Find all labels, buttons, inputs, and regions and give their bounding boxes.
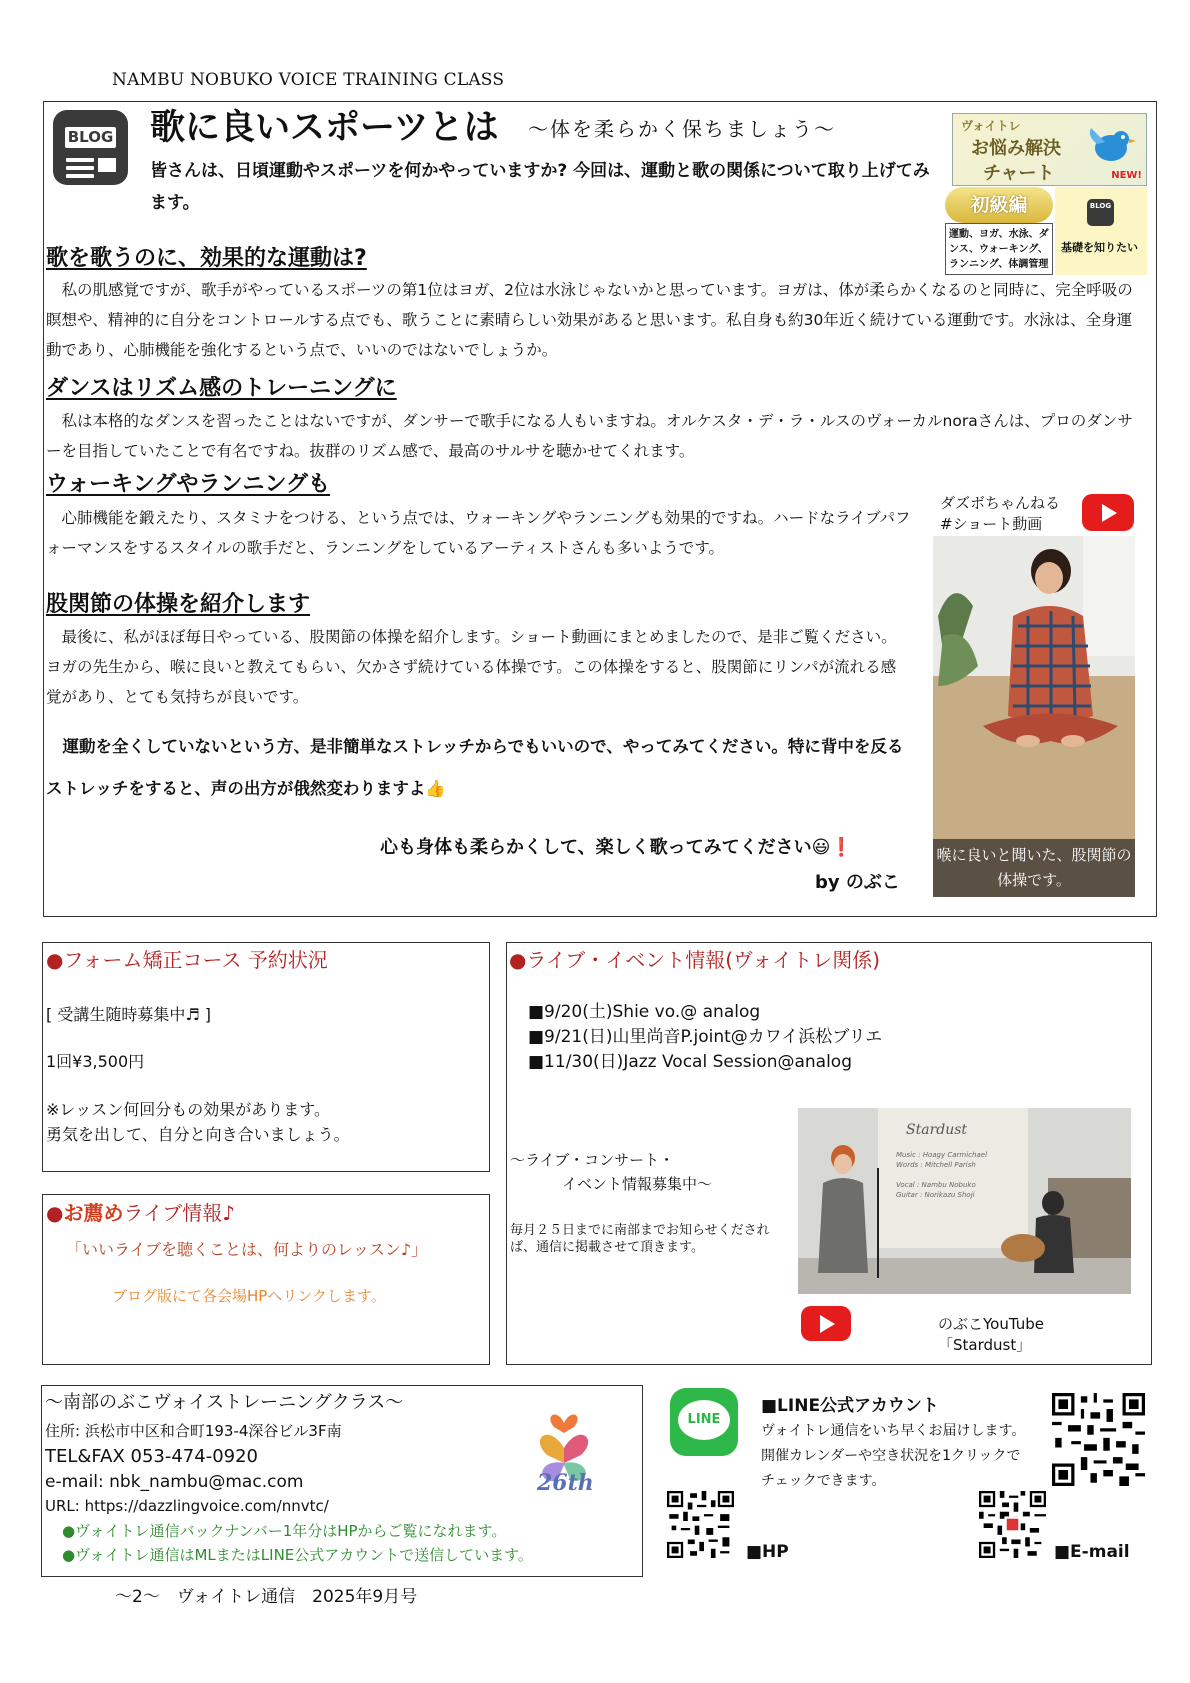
youtube-channel-name: のぶこYouTube bbox=[938, 1315, 1044, 1333]
youtube-stardust-button[interactable] bbox=[801, 1306, 851, 1341]
blog-icon bbox=[53, 110, 128, 185]
basics-banner[interactable] bbox=[1055, 187, 1147, 275]
website-url[interactable]: URL: https://dazzlingvoice.com/nnvtc/ bbox=[45, 1497, 329, 1515]
email-label: ■E-mail bbox=[1054, 1542, 1130, 1562]
stardust-video-thumbnail[interactable] bbox=[798, 1108, 1131, 1294]
event-item-1: ■9/20(土)Shie vo.@ analog bbox=[528, 1002, 761, 1022]
event-item-3: ■11/30(日)Jazz Vocal Session@analog bbox=[528, 1052, 852, 1072]
credit-words: Words : Mitchell Parish bbox=[896, 1161, 976, 1169]
chart-banner-line3: チャート bbox=[983, 163, 1055, 184]
stardust-title: Stardust bbox=[906, 1122, 968, 1138]
beginner-badge: 初級編 bbox=[945, 187, 1053, 223]
delivery-note: ●ヴォイトレ通信はMLまたはLINE公式アカウントで送信しています。 bbox=[62, 1546, 533, 1564]
line-logo-icon[interactable] bbox=[670, 1388, 738, 1456]
recommended-live-title bbox=[46, 1197, 235, 1226]
event-item-2: ■9/21(日)山里尚音P.joint@カワイ浜松ブリエ bbox=[528, 1027, 883, 1047]
hp-qr-code[interactable] bbox=[667, 1491, 734, 1558]
lesson-encouragement: 勇気を出して、自分と向き合いましょう。 bbox=[46, 1125, 350, 1144]
section-heading-2: ダンスはリズム感のトレーニングに bbox=[46, 376, 397, 401]
credit-guitar: Guitar : Norikazu Shoji bbox=[896, 1191, 975, 1199]
blog-link-note[interactable]: ブログ版にて各会場HPへリンクします。 bbox=[112, 1287, 386, 1305]
trouble-chart-banner[interactable] bbox=[952, 113, 1147, 186]
stretch-photo-illustration bbox=[933, 536, 1135, 839]
section-heading-1: 歌を歌うのに、効果的な運動は? bbox=[46, 246, 367, 271]
new-badge: NEW! bbox=[1111, 170, 1142, 181]
youtube-stardust-label[interactable] bbox=[938, 1314, 1044, 1356]
line-account-description: ヴォイトレ通信をいち早くお届けします。開催カレンダーや空き状況を1クリックでチェックできます。 bbox=[761, 1423, 1026, 1489]
school-name: 〜南部のぶこヴォイストレーニングクラス〜 bbox=[45, 1392, 404, 1413]
line-logo-text: LINE bbox=[678, 1400, 730, 1440]
hp-label: ■HP bbox=[746, 1542, 789, 1562]
chart-banner-line1: ヴォイトレ bbox=[961, 119, 1021, 133]
article-subtitle: 〜体を柔らかく保ちましょう〜 bbox=[528, 117, 836, 141]
lesson-price: 1回¥3,500円 bbox=[46, 1052, 145, 1071]
title-bullet: ● bbox=[46, 1201, 64, 1225]
topic-tags: 運動、ヨガ、水泳、ダンス、ウォーキング、ランニング、体調管理 bbox=[945, 223, 1053, 275]
credit-music: Music : Hoagy Carmichael bbox=[896, 1151, 988, 1159]
article-intro: 皆さんは、日頃運動やスポーツを何かやっていますか? 今回は、運動と歌の関係について取り上げてみます。 bbox=[150, 161, 930, 213]
stardust-credits bbox=[896, 1150, 987, 1200]
section-heading-4: 股関節の体操を紹介します bbox=[46, 592, 311, 617]
page-footer: 〜2〜 ヴォイトレ通信 2025年9月号 bbox=[115, 1587, 418, 1607]
signature: by のぶこ bbox=[815, 872, 900, 893]
youtube-shorts-button[interactable] bbox=[1082, 494, 1134, 531]
blog-icon-label: BLOG bbox=[65, 127, 116, 148]
address: 住所: 浜松市中区和合町193-4深谷ビル3F南 bbox=[45, 1422, 342, 1440]
stretch-video-thumbnail[interactable] bbox=[933, 536, 1135, 839]
line-qr-code[interactable] bbox=[1052, 1393, 1145, 1486]
section-heading-3: ウォーキングやランニングも bbox=[46, 472, 331, 497]
form-course-title: ●フォーム矯正コース 予約状況 bbox=[46, 948, 328, 972]
credit-vocal: Vocal : Nambu Nobuko bbox=[896, 1181, 976, 1189]
video-caption: 喉に良いと聞いた、股関節の体操です。 bbox=[933, 839, 1135, 897]
backnumber-note: ●ヴォイトレ通信バックナンバー1年分はHPからご覧になれます。 bbox=[62, 1522, 507, 1540]
anniversary-label: 26th bbox=[537, 1470, 594, 1496]
section-body-2: 私は本格的なダンスを習ったことはないですが、ダンサーで歌手になる人もいますね。オルケスタ・デ・ラ・ルスのヴォーカルnoraさんは、プロのダンサーを目指していたことで有名ですね。抜群のリズム感で、最高のサルサを聴かせてくれます。 bbox=[46, 412, 1133, 460]
stretch-recommendation: 運動を全くしていないという方、是非簡単なストレッチからでもいいので、やってみてください。特に背中を反るストレッチをすると、声の出方が俄然変わりますよ👍 bbox=[46, 737, 904, 798]
youtube-video-title: 「Stardust」 bbox=[938, 1336, 1032, 1354]
tel-fax: TEL&FAX 053-474-0920 bbox=[45, 1446, 259, 1467]
email-qr-code[interactable] bbox=[979, 1491, 1046, 1558]
closing-message: 心も身体も柔らかくして、楽しく歌ってみてください😃❗ bbox=[380, 837, 853, 858]
recruit-line-2: イベント情報募集中〜 bbox=[562, 1175, 713, 1193]
title-live-info: ライブ情報♪ bbox=[123, 1201, 236, 1225]
line-account-title: ■LINE公式アカウント bbox=[761, 1396, 939, 1416]
bird-icon bbox=[1083, 122, 1138, 167]
title-recommend: お薦め bbox=[63, 1201, 124, 1225]
channel-label bbox=[940, 493, 1060, 535]
basics-label: 基礎を知りたい bbox=[1061, 241, 1138, 254]
section-body-1: 私の肌感覚ですが、歌手がやっているスポーツの第1位はヨガ、2位は水泳じゃないかと思っています。ヨガは、体が柔らかくなるのと同時に、完全呼吸の瞑想や、精神的に自分をコントロールする点でも、歌うことに素晴らしい効果があると思います。私自身も約30年近く続けている運動です。水泳は、全身運動であり、心肺機能を強化するという点で、いいのではないでしょうか。 bbox=[46, 281, 1133, 359]
article-title: 歌に良いスポーツとは bbox=[150, 108, 499, 148]
recommended-quote: 「いいライブを聴くことは、何よりのレッスン♪」 bbox=[66, 1240, 428, 1259]
blog-small-icon: BLOG bbox=[1087, 199, 1114, 226]
lesson-effect: ※レッスン何回分もの効果があります。 bbox=[46, 1100, 330, 1119]
section-body-4: 最後に、私がほぼ毎日やっている、股関節の体操を紹介します。ショート動画にまとめましたので、是非ご覧ください。ヨガの先生から、喉に良いと教えてもらい、欠かさず続けている体操です。この体操をすると、股関節にリンパが流れる感覚があり、とても気持ちが良いです。 bbox=[46, 628, 897, 706]
section-body-3: 心肺機能を鍛えたり、スタミナをつける、という点では、ウォーキングやランニングも効果的ですね。ハードなライブパフォーマンスをするスタイルの歌手だと、ランニングをしているアーティストさんも多いようです。 bbox=[46, 509, 911, 557]
shorts-label: #ショート動画 bbox=[940, 515, 1043, 533]
class-name-header: NAMBU NOBUKO VOICE TRAINING CLASS bbox=[112, 70, 505, 90]
chart-banner-line2: お悩み解決 bbox=[971, 138, 1061, 159]
live-events-title: ●ライブ・イベント情報(ヴォイトレ関係) bbox=[509, 948, 881, 972]
anniversary-logo bbox=[519, 1403, 609, 1503]
recruiting-note: [ 受講生随時募集中♬ ] bbox=[46, 1005, 212, 1024]
recruit-deadline-note: 毎月２５日までに南部までお知らせくだされば、通信に掲載させて頂きます。 bbox=[510, 1223, 770, 1255]
recruit-line-1: 〜ライブ・コンサート・ bbox=[510, 1151, 675, 1169]
email-address[interactable]: e-mail: nbk_nambu@mac.com bbox=[45, 1472, 304, 1492]
channel-name: ダズボちゃんねる bbox=[940, 494, 1061, 512]
